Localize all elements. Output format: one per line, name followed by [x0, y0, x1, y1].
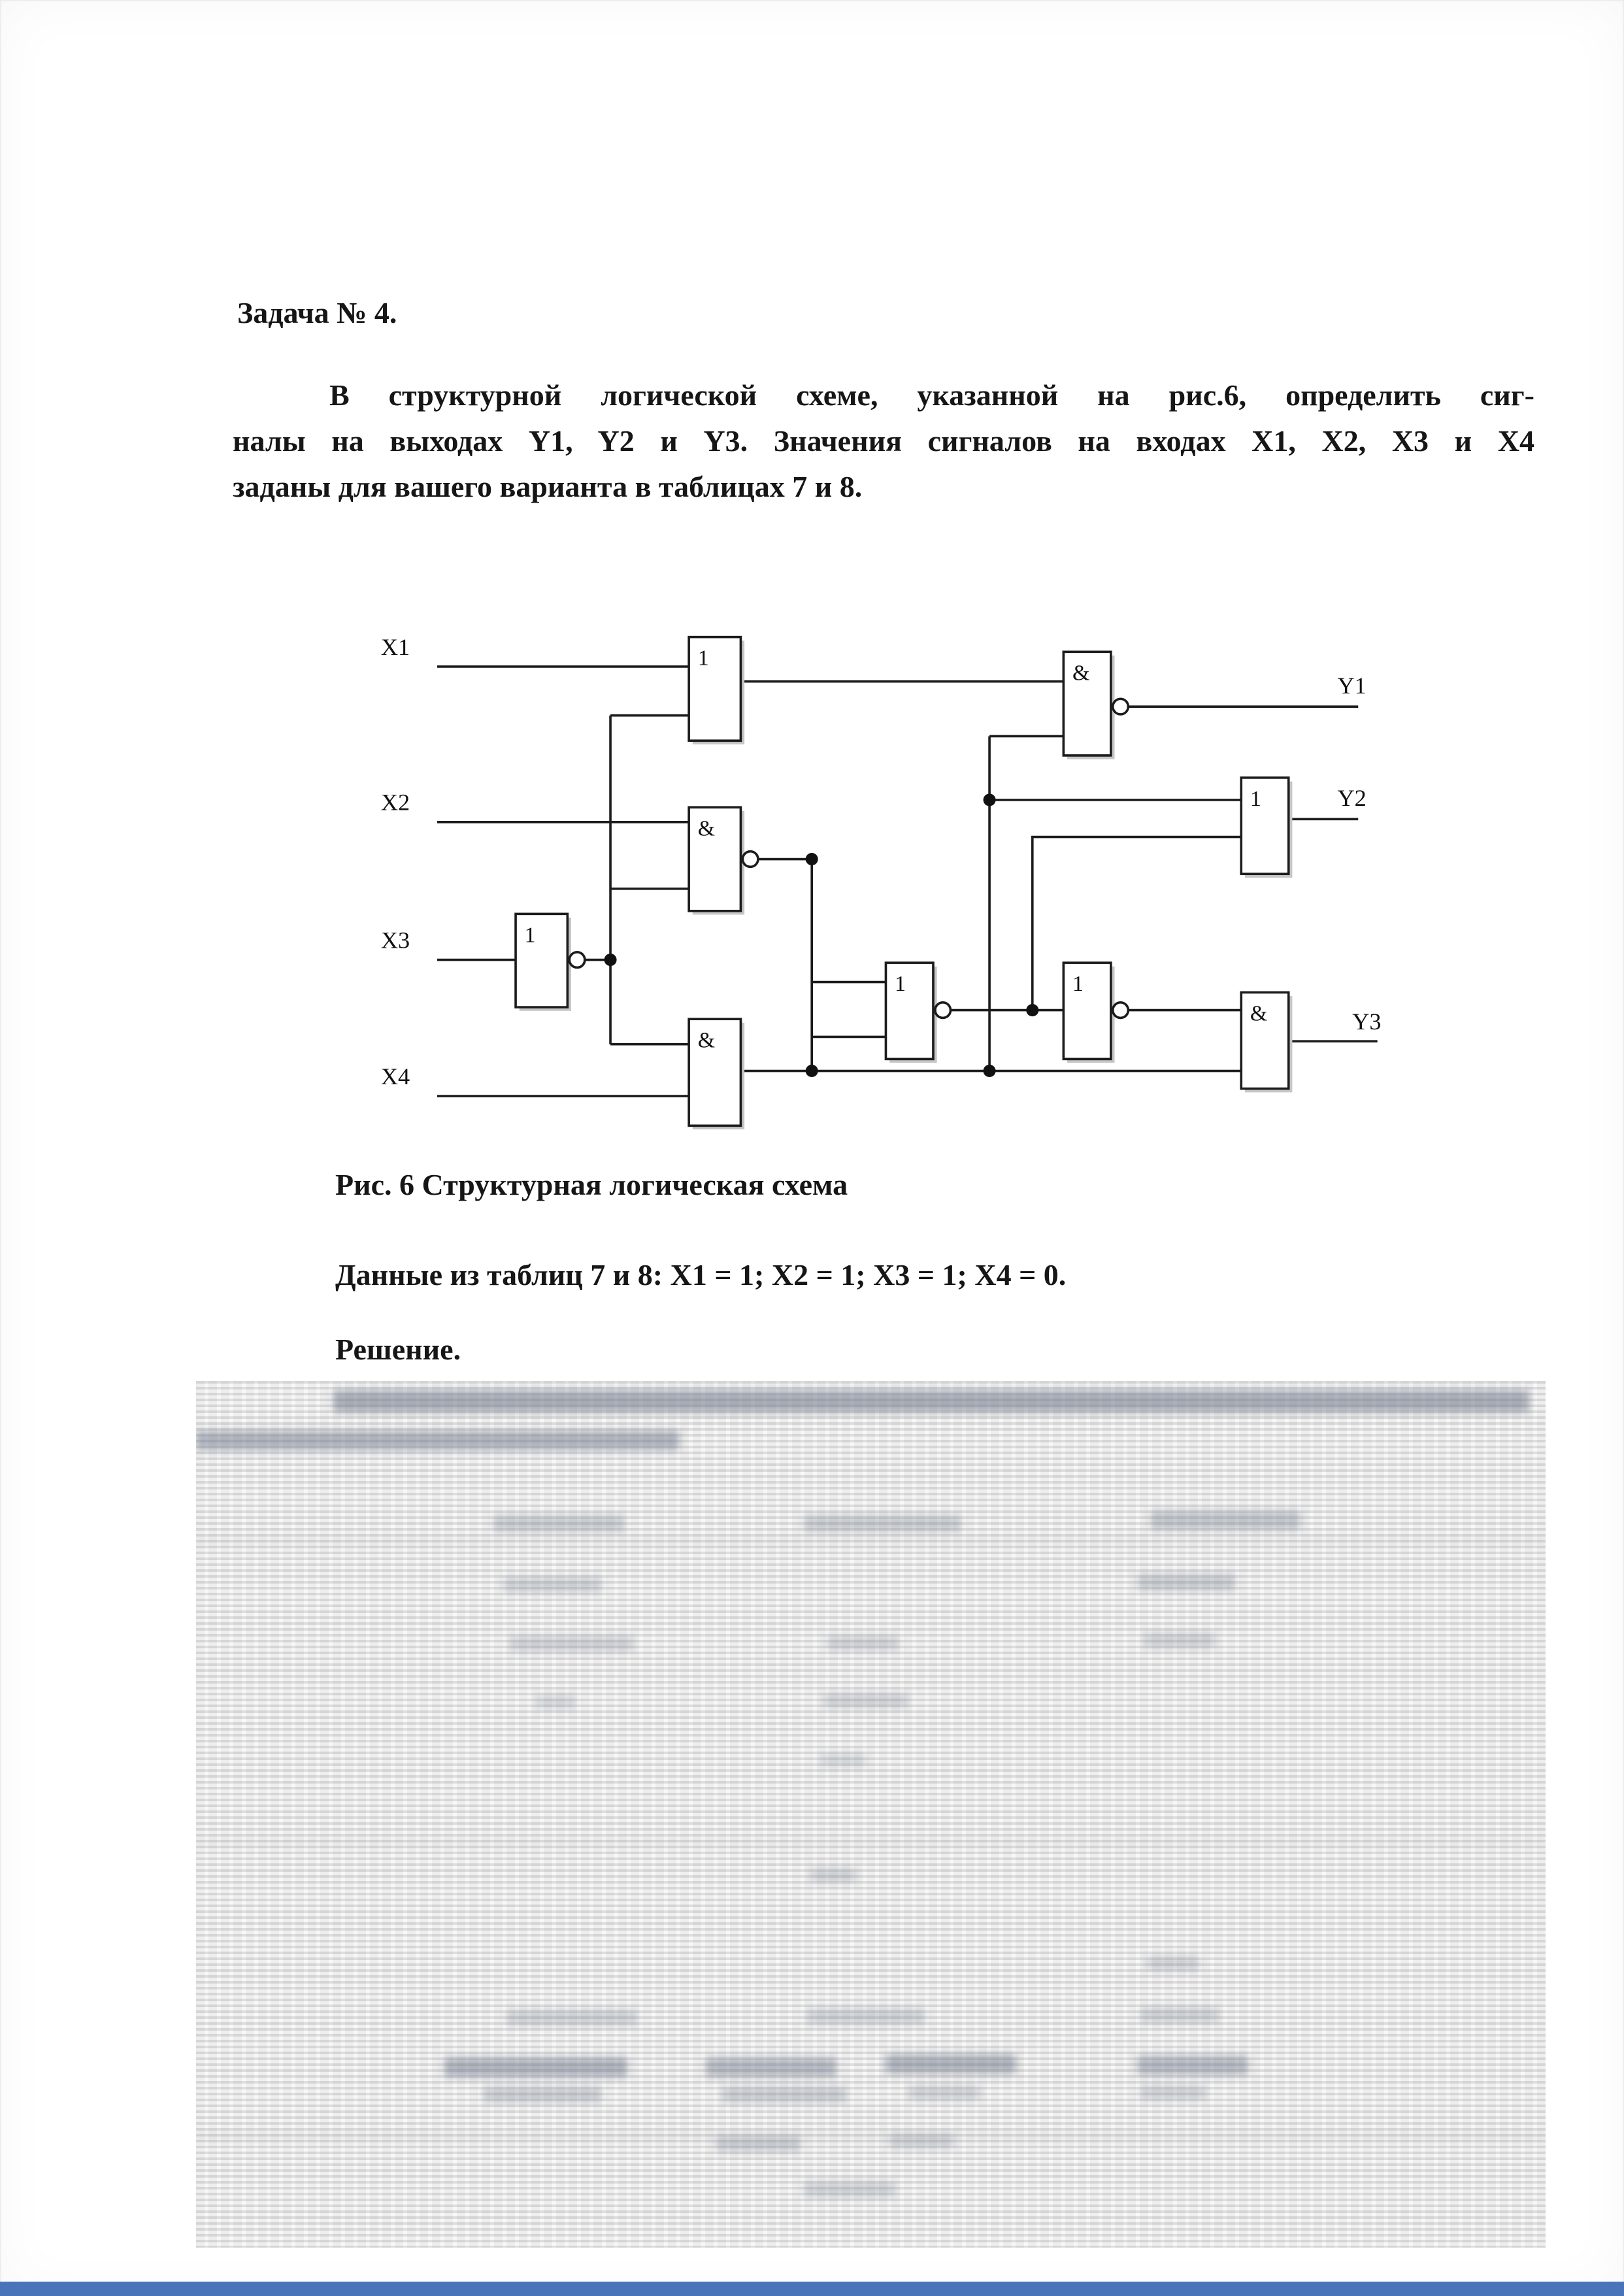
illegible-smudge: [333, 1390, 1529, 1412]
bottom-bar: [0, 2282, 1624, 2296]
illegible-smudge: [196, 1538, 1546, 1544]
svg-text:1: 1: [697, 646, 709, 671]
illegible-smudge: [804, 2182, 895, 2197]
illegible-smudge: [1137, 2055, 1248, 2075]
illegible-smudge: [823, 1693, 908, 1708]
illegible-smudge: [706, 2057, 837, 2077]
task-title: Задача № 4.: [237, 296, 397, 329]
svg-text:1: 1: [895, 972, 906, 997]
svg-text:1: 1: [1072, 972, 1084, 997]
illegible-smudge: [1147, 1956, 1199, 1971]
illegible-smudge: [506, 2010, 637, 2025]
illegible-smudge: [810, 1868, 856, 1882]
illegible-smudge: [722, 2087, 846, 2103]
illegible-smudge: [1137, 1574, 1235, 1591]
illegible-smudge: [1140, 2007, 1219, 2023]
svg-text:X2: X2: [380, 789, 410, 816]
svg-text:&: &: [1072, 661, 1090, 686]
svg-text:X4: X4: [380, 1063, 410, 1090]
illegible-smudge: [196, 1431, 680, 1450]
illegible-smudge: [1150, 1510, 1301, 1530]
solution-heading: Решение.: [335, 1333, 461, 1366]
illegible-smudge: [886, 2054, 1016, 2074]
illegible-smudge: [1144, 1633, 1216, 1648]
svg-text:Y3: Y3: [1352, 1008, 1382, 1035]
illegible-smudge: [820, 1754, 866, 1767]
illegible-smudge: [444, 2057, 627, 2077]
svg-text:&: &: [697, 1028, 716, 1053]
illegible-blurred-region: [196, 1381, 1546, 2248]
illegible-smudge: [484, 2087, 601, 2103]
illegible-smudge: [196, 1838, 1546, 1845]
svg-text:&: &: [1250, 1001, 1268, 1026]
illegible-smudge: [827, 1636, 899, 1650]
illegible-smudge: [807, 2008, 925, 2024]
svg-text:&: &: [697, 816, 716, 841]
illegible-smudge: [493, 1515, 624, 1532]
illegible-smudge: [908, 2086, 980, 2100]
illegible-smudge: [536, 1695, 575, 1709]
svg-text:1: 1: [1250, 786, 1261, 811]
figure-caption: Рис. 6 Структурная логическая схема: [335, 1168, 848, 1201]
paragraph-line: В структурной логической схеме, указанной на рис.6, определить сиг-: [329, 378, 1534, 412]
illegible-smudge: [804, 1515, 961, 1532]
illegible-smudge: [1140, 2086, 1206, 2100]
svg-text:Y1: Y1: [1337, 672, 1367, 699]
variant-data-line: Данные из таблиц 7 и 8: X1 = 1; X2 = 1; X3 = 1; X4 = 0.: [335, 1258, 1067, 1291]
svg-text:X1: X1: [380, 633, 410, 660]
svg-text:X3: X3: [380, 927, 410, 954]
paragraph-line: заданы для вашего варианта в таблицах 7 и 8.: [233, 470, 863, 503]
svg-text:Y2: Y2: [1337, 784, 1367, 811]
svg-text:1: 1: [524, 923, 536, 948]
logic-circuit-diagram: [378, 622, 1400, 1140]
paragraph-line: налы на выходах Y1, Y2 и Y3. Значения сигналов на входах X1, X2, X3 и X4: [233, 424, 1534, 458]
illegible-smudge: [196, 2133, 1546, 2140]
illegible-smudge: [510, 1636, 634, 1652]
task-paragraph: [233, 373, 1534, 510]
illegible-smudge: [503, 1577, 601, 1593]
